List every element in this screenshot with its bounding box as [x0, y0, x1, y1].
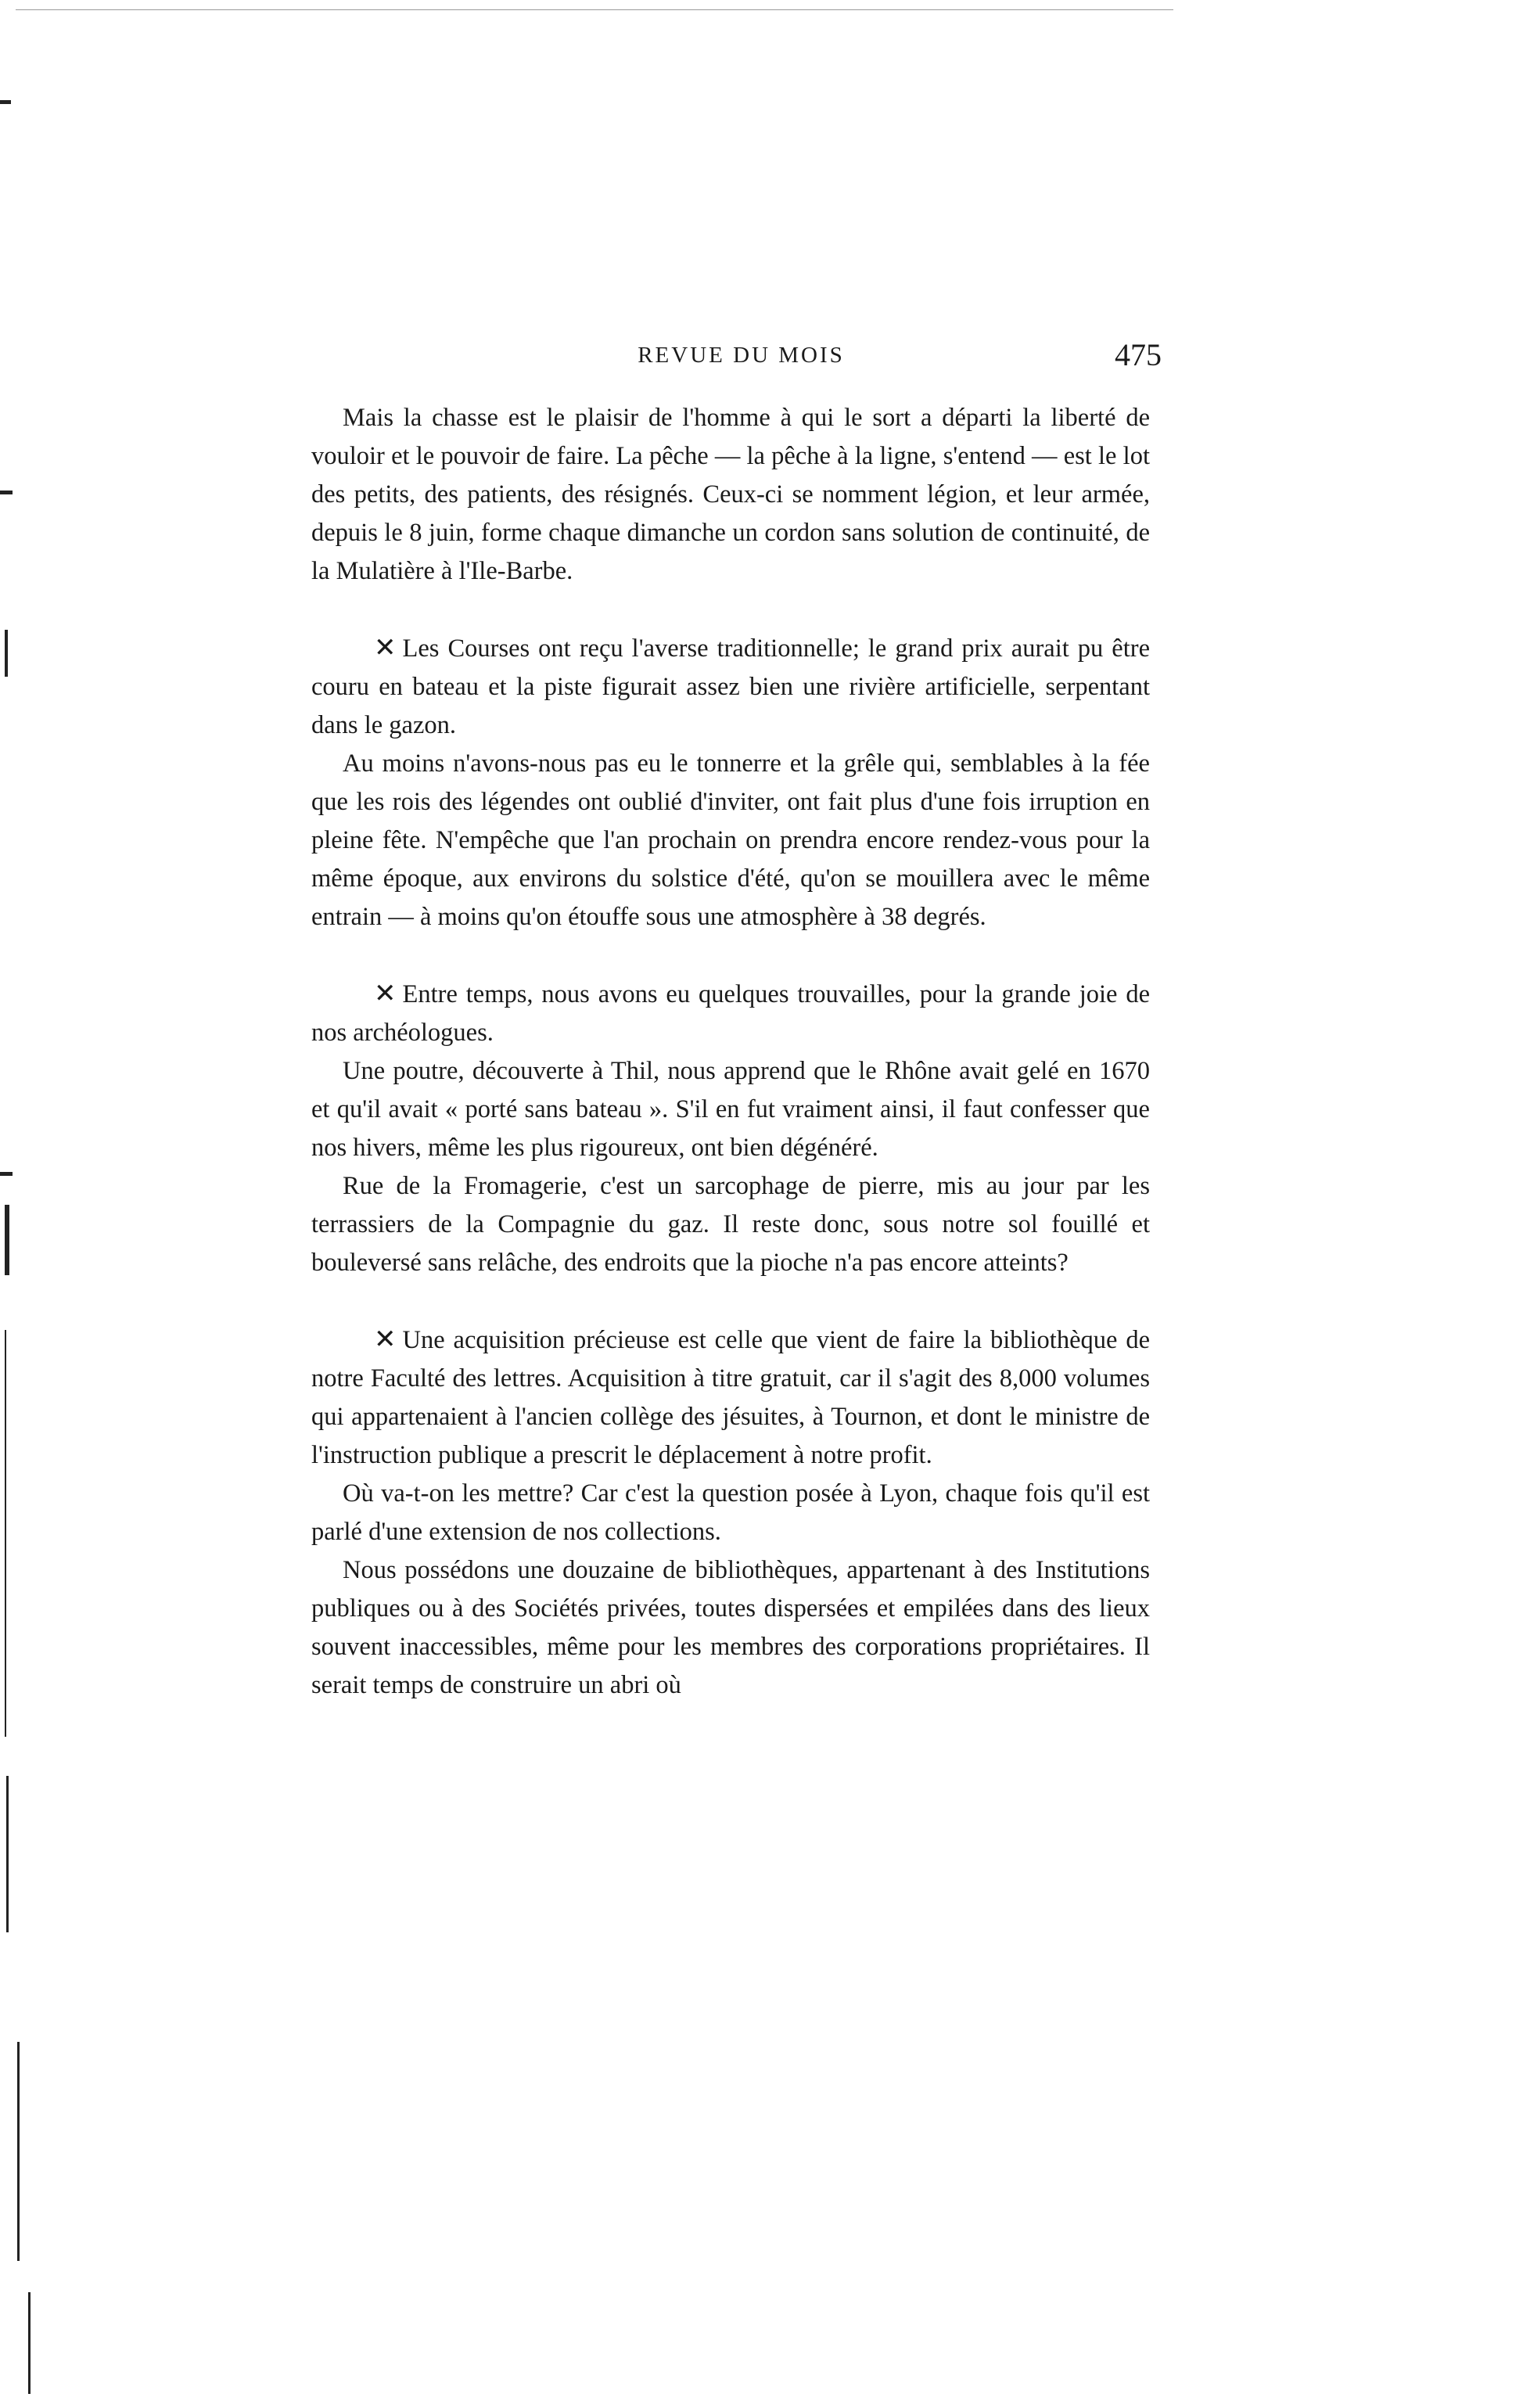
- paragraph-text: Mais la chasse est le plaisir de l'homme à qui le sort a départi la liberté de vouloir et le pouvoir de faire. La pêche — la pêche à la ligne, s'entend — est le lot des petits, des patients, des résignés. Ceux-ci se nomment légion, et leur armée, depuis le 8 juin, forme chaque dimanche un cordon sans solution de continuité, de la Mulatière à l'Ile-Barbe.: [311, 404, 1150, 585]
- paragraph-text: Rue de la Fromagerie, c'est un sarcophage de pierre, mis au jour par les terrassiers de la Compagnie du gaz. Il reste donc, sous notre sol fouillé et bouleversé sans relâche, des endroits que la pioche n'a pas encore atteints?: [311, 1172, 1150, 1277]
- scan-edge-mark: [5, 1205, 9, 1275]
- running-title: REVUE DU MOIS: [638, 343, 845, 368]
- paragraph: [311, 399, 1150, 591]
- paragraph: [311, 975, 1150, 1052]
- paragraph: [311, 745, 1150, 936]
- body-text: [311, 399, 1150, 1705]
- scan-edge-mark: [0, 100, 11, 104]
- section-marker-icon: ✕: [374, 1325, 397, 1354]
- paragraph-text: Nous possédons une douzaine de bibliothèques, appartenant à des Institutions publiques ou à des Sociétés privées, toutes dispersées et empilées dans des lieux souvent inaccessibles, même pour les membres des corporations propriétaires. Il serait temps de construire un abri où: [311, 1556, 1150, 1699]
- scan-edge-mark: [17, 2042, 20, 2261]
- paragraph-text: Une poutre, découverte à Thil, nous apprend que le Rhône avait gelé en 1670 et qu'il avait « porté sans bateau ». S'il en fut vraiment ainsi, il faut confesser que nos hivers, même les plus rigoureux, ont bien dégénéré.: [311, 1057, 1150, 1162]
- page-header: [321, 336, 1162, 383]
- paragraph-text: Au moins n'avons-nous pas eu le tonnerre et la grêle qui, semblables à la fée que les rois des légendes ont oublié d'inviter, ont fait plus d'une fois irruption en pleine fête. N'empêche que l'an prochain on prendra encore rendez-vous pour la même époque, aux environs du solstice d'été, qu'on se mouillera avec le même entrain — à moins qu'on étouffe sous une atmosphère à 38 degrés.: [311, 749, 1150, 931]
- paragraph: [311, 1551, 1150, 1705]
- paragraph-text: Les Courses ont reçu l'averse traditionnelle; le grand prix aurait pu être couru en bateau et la piste figurait assez bien une rivière artificielle, serpentant dans le gazon.: [311, 634, 1150, 739]
- scan-edge-mark: [6, 1776, 9, 1932]
- paragraph: [311, 1052, 1150, 1167]
- scan-edge-mark: [0, 1172, 13, 1176]
- page-number: 475: [1115, 337, 1162, 372]
- section-marker-icon: ✕: [374, 634, 397, 663]
- paragraph-text: Entre temps, nous avons eu quelques trouvailles, pour la grande joie de nos archéologues.: [311, 980, 1150, 1047]
- scan-edge-mark: [5, 1330, 6, 1737]
- section-marker-icon: ✕: [374, 979, 397, 1008]
- scan-edge-mark: [0, 491, 13, 494]
- paragraph: [311, 1475, 1150, 1551]
- paragraph-text: Où va-t-on les mettre? Car c'est la question posée à Lyon, chaque fois qu'il est parlé d'une extension de nos collections.: [311, 1479, 1150, 1546]
- paragraph-text: Une acquisition précieuse est celle que vient de faire la bibliothèque de notre Faculté des lettres. Acquisition à titre gratuit, car il s'agit des 8,000 volumes qui appartenaient à l'ancien collège des jésuites, à Tournon, et dont le ministre de l'instruction publique a prescrit le déplacement à notre profit.: [311, 1326, 1150, 1469]
- paragraph: [311, 629, 1150, 745]
- scan-edge-mark: [5, 630, 8, 677]
- paragraph: [311, 1321, 1150, 1475]
- paragraph: [311, 1167, 1150, 1282]
- scan-edge-mark: [16, 9, 1173, 10]
- scan-edge-mark: [28, 2292, 31, 2394]
